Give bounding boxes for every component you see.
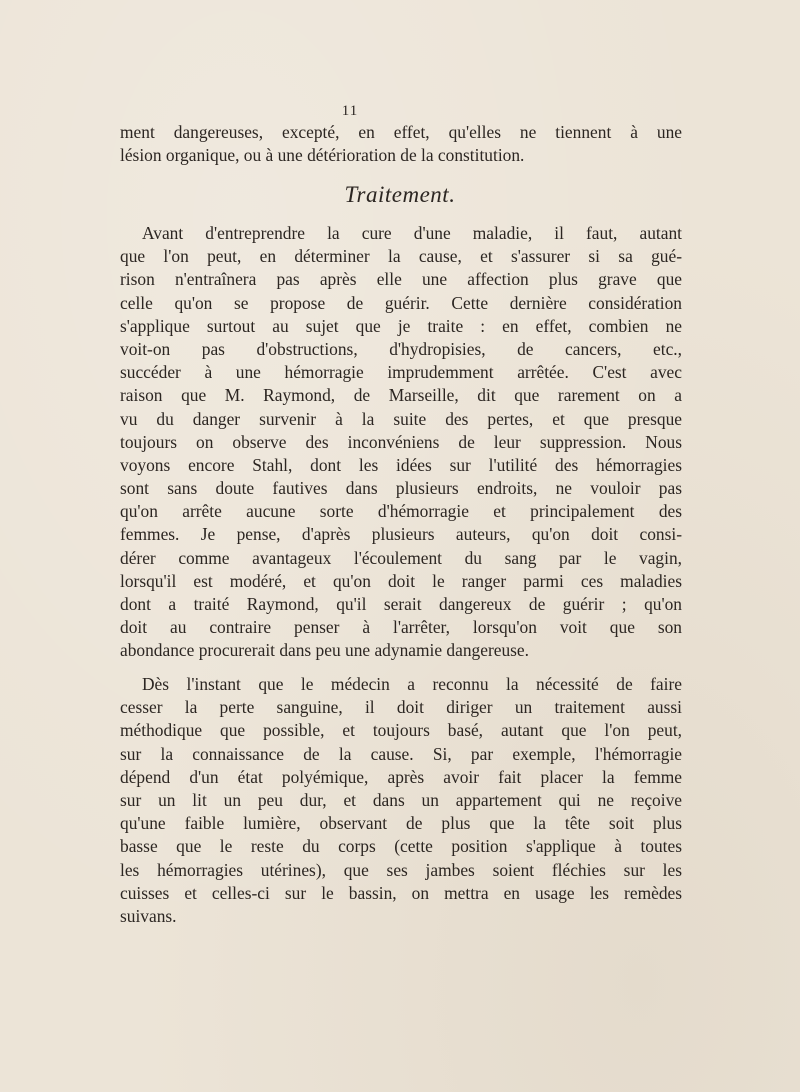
text-line: vu du danger survenir à la suite des pertes, et que presque xyxy=(120,408,682,429)
text-line: voyons encore Stahl, dont les idées sur l'utilité des hémorragies xyxy=(120,454,682,475)
text-line: femmes. Je pense, d'après plusieurs auteurs, qu'on doit consi- xyxy=(120,524,682,545)
text-line: qu'une faible lumière, observant de plus que la tête soit plus xyxy=(120,813,682,834)
text-line: sur un lit un peu dur, et dans un appartement qui ne reçoive xyxy=(120,789,682,810)
text-line: dont a traité Raymond, qu'il serait dangereux de guérir ; qu'on xyxy=(120,594,682,614)
text-line: s'applique surtout au sujet que je traite : en effet, combien ne xyxy=(120,315,682,336)
text-line: abondance procurerait dans peu une adynamie dangereuse. xyxy=(120,640,529,661)
text-line: suivans. xyxy=(120,905,177,926)
text-line: les hémorragies utérines), que ses jambes soient fléchies sur les xyxy=(120,859,682,880)
text-line: cesser la perte sanguine, il doit diriger un traitement aussi xyxy=(120,697,682,718)
text-line: celle qu'on se propose de guérir. Cette dernière considération xyxy=(120,292,682,313)
text-line: voit-on pas d'obstructions, d'hydropisies, de cancers, etc., xyxy=(120,338,682,359)
text-line: Dès l'instant que le médecin a reconnu la nécessité de faire xyxy=(142,674,682,694)
text-line: doit au contraire penser à l'arrêter, lorsqu'on voit que son xyxy=(120,617,682,638)
section-heading: Traitement. xyxy=(344,182,456,207)
text-line: dérer comme avantageux l'écoulement du sang par le vagin, xyxy=(120,547,682,568)
text-line: cuisses et celles-ci sur le bassin, on mettra en usage les remèdes xyxy=(120,882,682,903)
text-line: lorsqu'il est modéré, et qu'on doit le ranger parmi ces maladies xyxy=(120,570,682,591)
intro-text xyxy=(120,121,682,167)
text-line: sont sans doute fautives dans plusieurs endroits, ne vouloir pas xyxy=(120,478,682,499)
text-line: qu'on arrête aucune sorte d'hémorragie et principalement des xyxy=(120,501,682,522)
text-line: succéder à une hémorragie imprudemment arrêtée. C'est avec xyxy=(120,362,682,383)
text-line: méthodique que possible, et toujours basé, autant que l'on peut, xyxy=(120,720,682,741)
page-number: 11 xyxy=(341,103,359,119)
text-line: sur la connaissance de la cause. Si, par exemple, l'hémorragie xyxy=(120,743,682,764)
text-line: basse que le reste du corps (cette position s'applique à toutes xyxy=(120,836,682,857)
text-line: rison n'entraînera pas après elle une affection plus grave que xyxy=(120,269,682,290)
text-line: ment dangereuses, excepté, en effet, qu'elles ne tiennent à une xyxy=(120,122,682,142)
paragraph-1 xyxy=(120,222,682,663)
paragraph-2 xyxy=(120,673,682,928)
text-line: dépend d'un état polyémique, après avoir fait placer la femme xyxy=(120,766,682,787)
text-line: raison que M. Raymond, de Marseille, dit que rarement on a xyxy=(120,385,682,406)
text-line: lésion organique, ou à une détérioration de la constitution. xyxy=(120,145,525,166)
text-line: toujours on observe des inconvéniens de leur suppression. Nous xyxy=(120,431,682,452)
text-line: Avant d'entreprendre la cure d'une maladie, il faut, autant xyxy=(142,223,682,243)
text-line: que l'on peut, en déterminer la cause, et s'assurer si sa gué- xyxy=(120,246,682,267)
